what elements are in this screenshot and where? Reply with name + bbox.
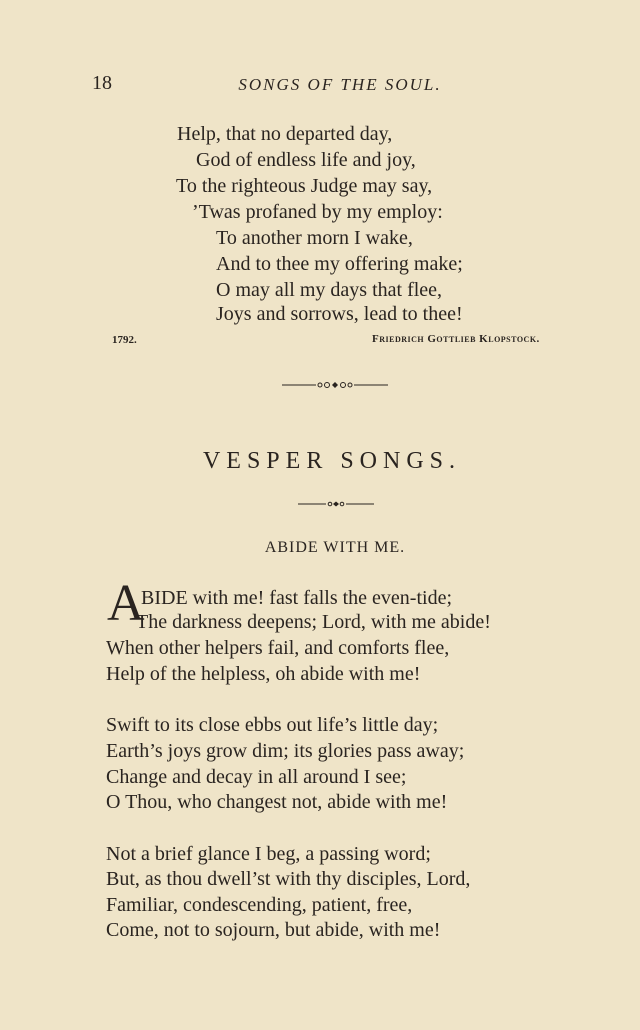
hymn-line: Familiar, condescending, patient, free,: [106, 894, 413, 916]
hymn-line: But, as thou dwell’st with thy disciples, Lord,: [106, 868, 471, 890]
hymn-line: The darkness deepens; Lord, with me abide!: [136, 611, 491, 633]
poem-line: Joys and sorrows, lead to thee!: [216, 303, 463, 325]
hymn-line: Not a brief glance I beg, a passing word;: [106, 843, 431, 865]
hymn-line: Swift to its close ebbs out life’s little day;: [106, 714, 439, 736]
running-head: SONGS OF THE SOUL.: [238, 75, 442, 94]
hymn-line: Help of the helpless, oh abide with me!: [106, 663, 421, 685]
divider-ornament-small: [298, 500, 374, 508]
divider-ornament: [282, 380, 388, 390]
poem-year: 1792.: [112, 334, 137, 346]
hymn-line: O Thou, who changest not, abide with me!: [106, 791, 448, 813]
page-number: 18: [92, 72, 112, 94]
poem-author: Friedrich Gottlieb Klopstock.: [372, 333, 540, 345]
poem-line: To another morn I wake,: [216, 227, 413, 249]
poem-line: O may all my days that flee,: [216, 279, 443, 301]
hymn-line: Earth’s joys grow dim; its glories pass away;: [106, 740, 465, 762]
drop-cap: A: [107, 575, 145, 632]
poem-line: To the righteous Judge may say,: [176, 175, 433, 197]
hymn-line: Come, not to sojourn, but abide, with me!: [106, 919, 441, 941]
poem-line: God of endless life and joy,: [196, 149, 416, 171]
hymn-line: BIDE with me! fast falls the even-tide;: [141, 587, 453, 609]
hymn-line: Change and decay in all around I see;: [106, 766, 407, 788]
poem-line: ’Twas profaned by my employ:: [192, 201, 443, 223]
poem-line: Help, that no departed day,: [177, 123, 393, 145]
hymn-title: ABIDE WITH ME.: [264, 539, 406, 556]
section-title: VESPER SONGS.: [202, 448, 462, 474]
hymn-line: When other helpers fail, and comforts flee,: [106, 637, 450, 659]
poem-line: And to thee my offering make;: [216, 253, 463, 275]
